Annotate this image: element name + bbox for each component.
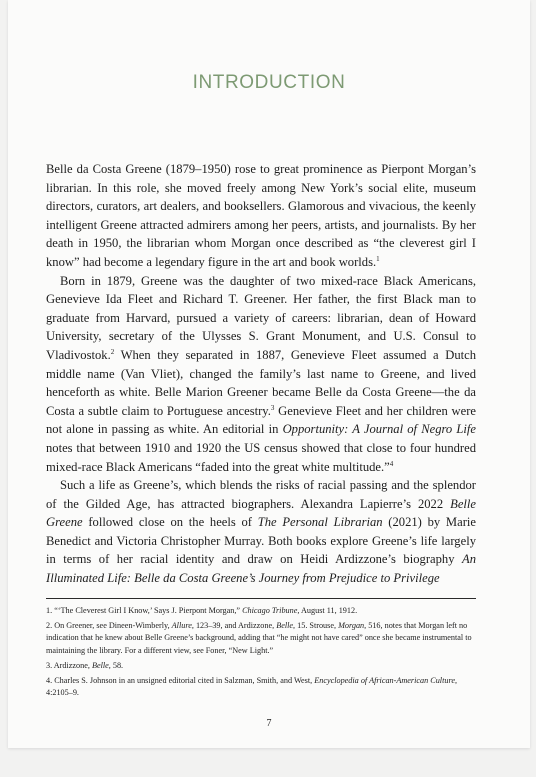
footnote xyxy=(46,660,476,672)
text-run: When they separated in 1887, Genevieve Fleet assumed a Dutch middle name (Van Vliet), changed the family’s last name to Greene, and lived henceforth as white. Belle Marion Greener became Belle da Costa Greene—the da Costa a subtle claim to Portuguese ancestry. xyxy=(46,347,476,418)
italic-text: Belle xyxy=(276,621,294,631)
text-run: , 4:2105–9. xyxy=(46,676,458,698)
text-run: , 58. xyxy=(108,660,124,670)
text-run: , August 11, 1912. xyxy=(297,606,358,615)
text-run: , 15. Strouse, xyxy=(293,621,339,631)
body-text xyxy=(46,160,476,588)
italic-text: Opportunity: A Journal of Negro Life xyxy=(282,422,476,437)
text-run: 3. Ardizzone, xyxy=(46,660,92,670)
page-number: 7 xyxy=(266,718,272,729)
footnote xyxy=(46,620,476,657)
text-run: 4. Charles S. Johnson in an unsigned editorial cited in Salzman, Smith, and West, xyxy=(46,676,315,686)
paragraph xyxy=(46,476,476,588)
text-run: Such a life as Greene’s, which blends the risks of racial passing and the splendor of the Gilded Age, has attracted biographers. Alexandra Lapierre’s 2022 xyxy=(46,478,476,511)
text-run: followed close on the heels of xyxy=(82,515,258,530)
text-run: 1. “‘The Cleverest Girl I Know,’ Says J. Pierpont Morgan,” xyxy=(46,606,243,615)
italic-text: Belle xyxy=(91,660,109,670)
text-run: notes that between 1910 and 1920 the US census showed that close to four hundred mixed-race Black Americans “faded into the great white multitude.” xyxy=(46,440,476,474)
italic-text: Allure xyxy=(171,621,192,631)
paragraph xyxy=(46,160,476,272)
italic-text: An Illuminated Life: Belle da Costa Greene’s Journey from Prejudice to Privilege xyxy=(46,552,476,586)
text-run: Belle da Costa Greene (1879–1950) rose to great prominence as Pierpont Morgan’s librarian. In this role, she moved freely among New York’s social elite, museum directors, curators, art dealers, and booksellers. Glamorous and vivacious, the keenly intelligent Greene attracted admirers among her peers, artists, and journalists. By her death in 1950, the librarian whom Morgan once described as “the cleverest girl I know” had become a legendary figure in the art and book worlds. xyxy=(46,162,476,269)
text-run: Born in 1879, Greene was the daughter of two mixed-race Black Americans, Genevieve Ida Fleet and Richard T. Greener. Her father, the first Black man to graduate from Harvard, pursued a variety of careers: librarian, dean of Howard University, secretary of the Ulysses S. Grant Monument, and U.S. Consul to Vladivostok. xyxy=(46,273,476,362)
italic-text: Morgan xyxy=(338,621,365,631)
footnote-ref: 4 xyxy=(389,459,394,468)
text-run: 2. On Greener, see Dineen-Wimberly, xyxy=(46,621,172,631)
italic-text: Encyclopedia of African-American Culture xyxy=(314,676,455,686)
footnote xyxy=(46,605,476,617)
italic-text: The Personal Librarian xyxy=(257,515,383,530)
text-run: Genevieve Fleet and her children were not alone in passing as white. An editorial in xyxy=(46,403,476,437)
footnotes xyxy=(46,605,476,702)
text-run: , 123–39, and Ardizzone, xyxy=(191,621,277,631)
footnote-ref: 3 xyxy=(270,403,275,412)
text-run: , 516, notes that Morgan left no indication that he knew about Belle Greene’s background, adding that “he might not have cared” once she became instrumental to maintaining the library. For a different view, see Foner, “New Light.” xyxy=(46,621,472,655)
footnote xyxy=(46,675,476,699)
footnote-ref: 2 xyxy=(110,347,115,356)
chapter-title: INTRODUCTION xyxy=(192,72,346,93)
footnote-ref: 1 xyxy=(376,254,380,263)
italic-text: Belle Greene xyxy=(46,496,476,530)
italic-text: Chicago Tribune xyxy=(242,606,298,615)
book-page xyxy=(8,0,530,748)
paragraph xyxy=(46,272,476,477)
text-run: (2021) by Marie Benedict and Victoria Christopher Murray. Both books explore Greene’s life largely in terms of her racial identity and draw on Heidi Ardizzone’s biography xyxy=(46,515,477,567)
footnote-divider xyxy=(46,598,476,599)
